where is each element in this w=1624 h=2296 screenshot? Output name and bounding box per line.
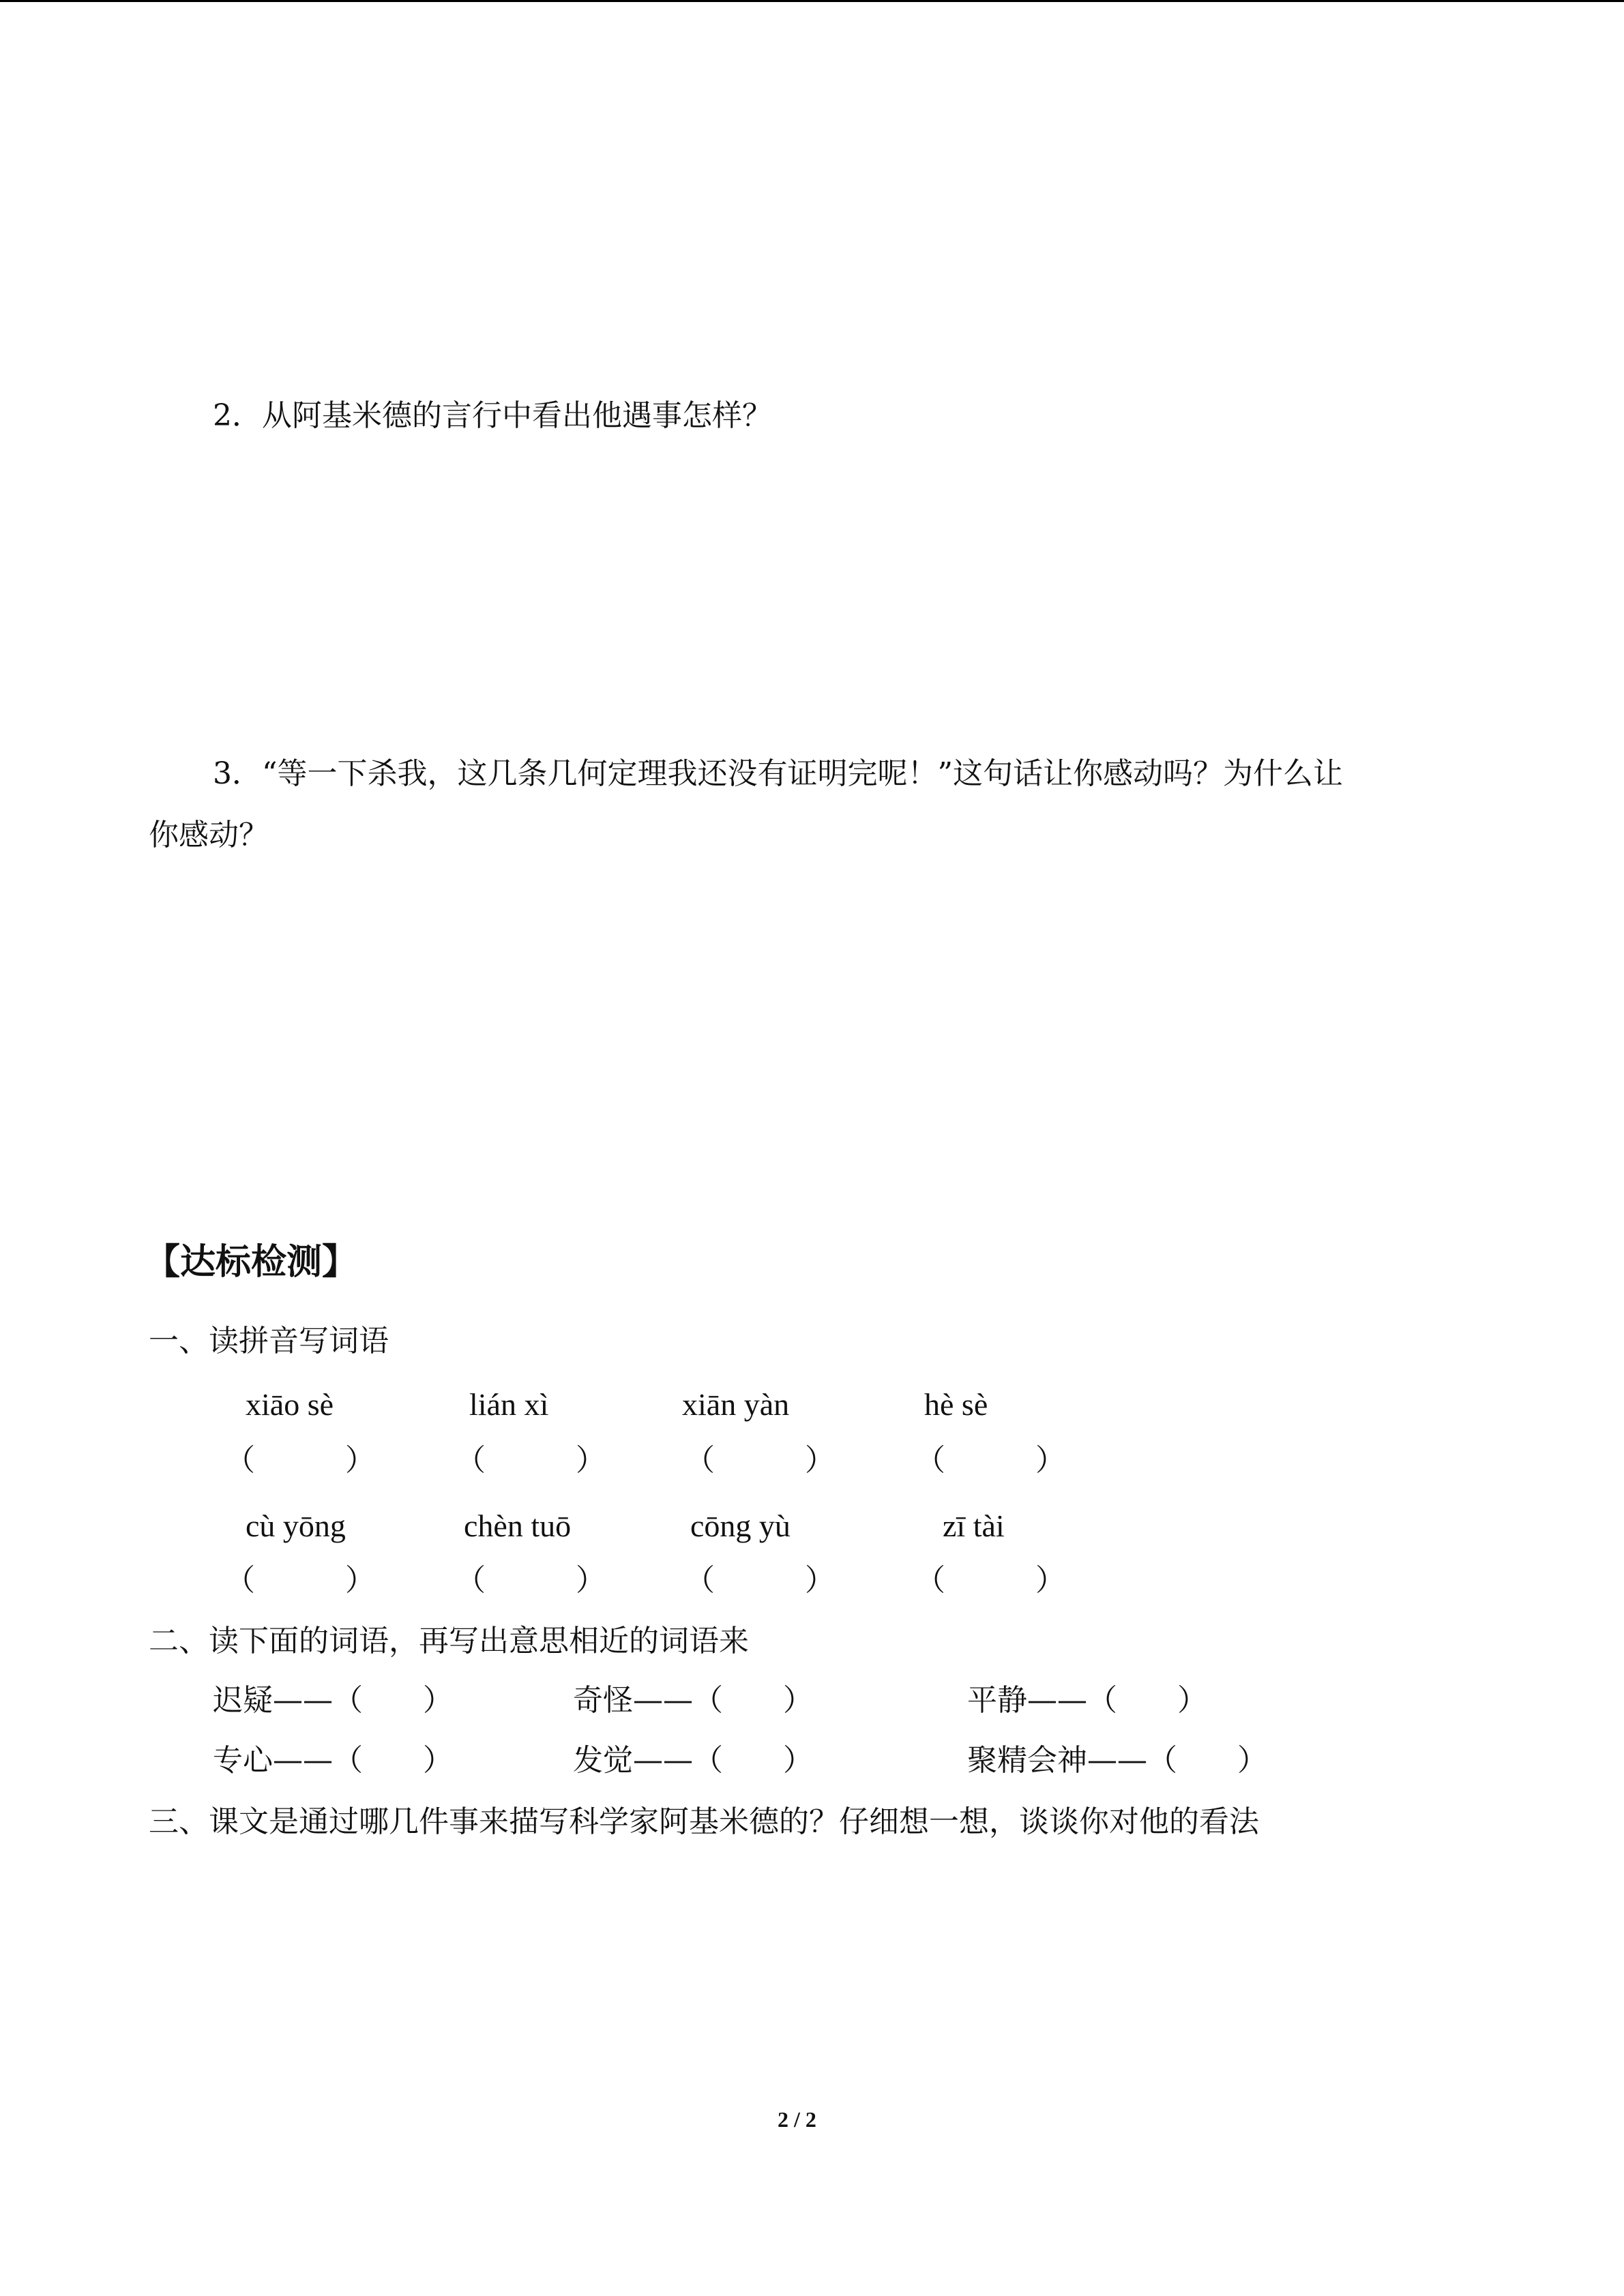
page-number: 2 / 2 — [778, 2107, 816, 2132]
synonym-item[interactable]: 专心——（ ） — [213, 1743, 453, 1778]
page-top-border — [0, 0, 1624, 2]
pinyin-word: lián xì — [469, 1387, 549, 1422]
synonym-item[interactable]: 奇怪——（ ） — [573, 1683, 813, 1718]
answer-blank[interactable]: （ ） — [225, 1563, 375, 1598]
answer-blank[interactable]: （ ） — [685, 1563, 835, 1598]
part1-title: 一、读拼音写词语 — [149, 1324, 389, 1358]
pinyin-word: xiān yàn — [682, 1387, 790, 1422]
section-title: 【达标检测】 — [145, 1241, 358, 1283]
synonym-item[interactable]: 发觉——（ ） — [573, 1743, 813, 1778]
pinyin-word: zī tài — [943, 1508, 1005, 1543]
pinyin-word: hè sè — [924, 1387, 988, 1422]
part3-title: 三、课文是通过哪几件事来描写科学家阿基米德的？仔细想一想，谈谈你对他的看法 — [149, 1804, 1259, 1839]
synonym-item[interactable]: 迟疑——（ ） — [213, 1683, 453, 1718]
answer-blank[interactable]: （ ） — [685, 1443, 835, 1478]
answer-blank[interactable]: （ ） — [915, 1443, 1065, 1478]
pinyin-word: chèn tuō — [464, 1508, 572, 1543]
answer-blank[interactable]: （ ） — [915, 1563, 1065, 1598]
pinyin-word: cù yōng — [246, 1508, 346, 1543]
question-3-line-1: 3．“等一下杀我，这几条几何定理我还没有证明完呢！”这句话让你感动吗？为什么让 — [213, 756, 1343, 791]
part2-title: 二、读下面的词语，再写出意思相近的词语来 — [149, 1624, 749, 1658]
synonym-item[interactable]: 聚精会神——（ ） — [967, 1743, 1267, 1778]
question-3-line-2: 你感动？ — [149, 818, 269, 852]
pinyin-word: xiāo sè — [246, 1387, 334, 1422]
synonym-item[interactable]: 平静——（ ） — [967, 1683, 1207, 1718]
answer-blank[interactable]: （ ） — [225, 1443, 375, 1478]
question-2: 2．从阿基米德的言行中看出他遇事怎样？ — [213, 398, 772, 433]
pinyin-word: cōng yù — [690, 1508, 791, 1543]
answer-blank[interactable]: （ ） — [456, 1563, 606, 1598]
answer-blank[interactable]: （ ） — [456, 1443, 606, 1478]
